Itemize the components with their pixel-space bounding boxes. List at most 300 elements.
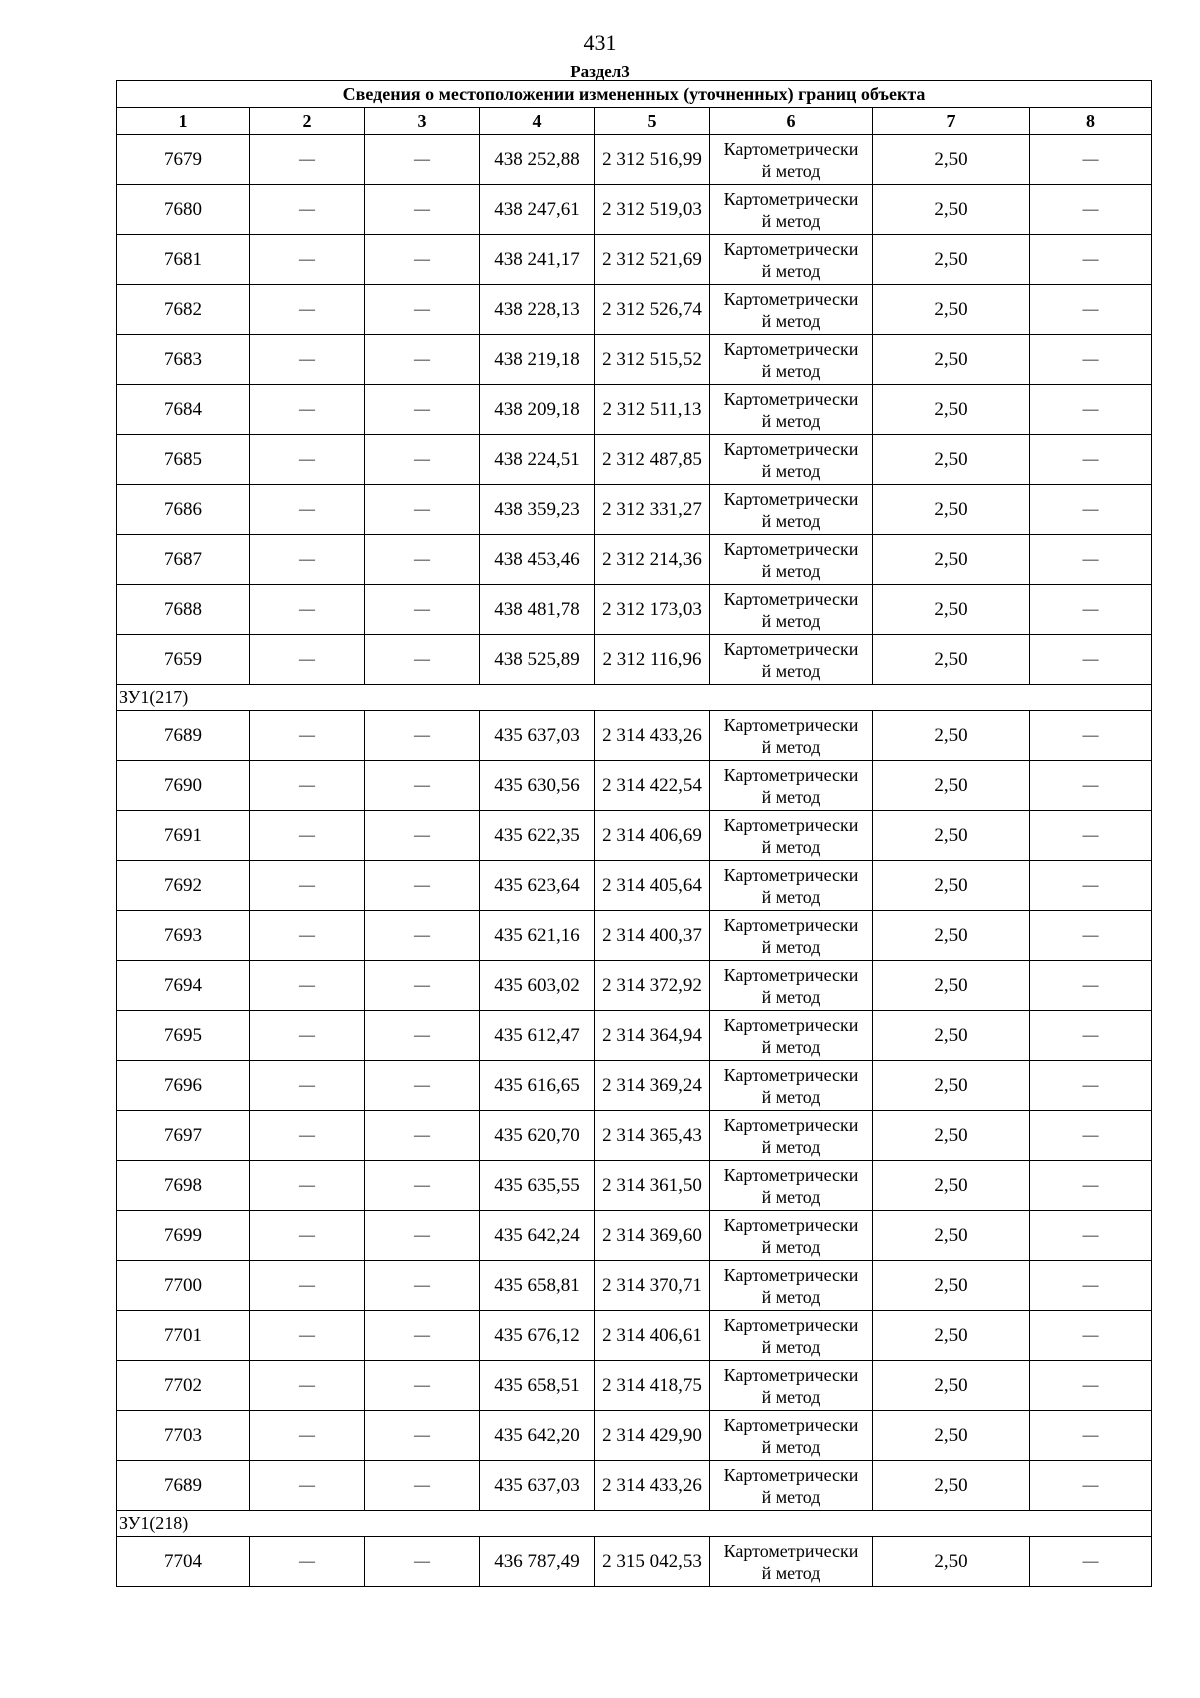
accuracy-cell: 2,50 — [873, 585, 1030, 635]
table-row — [117, 1011, 1152, 1061]
method-cell — [710, 1011, 873, 1061]
cell-col2: — — [250, 635, 365, 685]
coord-y: 2 312 487,85 — [595, 435, 710, 485]
method-cell — [710, 1361, 873, 1411]
coord-x: 435 658,81 — [480, 1261, 595, 1311]
method-line-1: Картометрически — [723, 914, 859, 935]
point-number: 7680 — [117, 185, 250, 235]
cell-col3: — — [365, 485, 480, 535]
method-cell — [710, 761, 873, 811]
coord-y: 2 312 526,74 — [595, 285, 710, 335]
cell-col8: — — [1030, 861, 1152, 911]
cell-col8: — — [1030, 761, 1152, 811]
accuracy-cell: 2,50 — [873, 1361, 1030, 1411]
accuracy-cell: 2,50 — [873, 485, 1030, 535]
point-number: 7701 — [117, 1311, 250, 1361]
boundary-table — [116, 80, 1152, 1587]
cell-col3: — — [365, 1011, 480, 1061]
coord-x: 438 219,18 — [480, 335, 595, 385]
method-line-2: й метод — [761, 260, 821, 281]
cell-col3: — — [365, 1311, 480, 1361]
method-cell — [710, 285, 873, 335]
cell-col2: — — [250, 711, 365, 761]
method-line-1: Картометрически — [723, 764, 859, 785]
cell-col8: — — [1030, 285, 1152, 335]
method-line-1: Картометрически — [723, 1014, 859, 1035]
method-line-1: Картометрически — [723, 714, 859, 735]
coord-y: 2 314 406,69 — [595, 811, 710, 861]
cell-col8: — — [1030, 1411, 1152, 1461]
accuracy-cell: 2,50 — [873, 1211, 1030, 1261]
coord-y: 2 314 369,24 — [595, 1061, 710, 1111]
cell-col2: — — [250, 1111, 365, 1161]
accuracy-cell: 2,50 — [873, 1461, 1030, 1511]
accuracy-cell: 2,50 — [873, 1061, 1030, 1111]
column-header: 1 — [117, 108, 250, 135]
method-line-2: й метод — [761, 1236, 821, 1257]
accuracy-cell: 2,50 — [873, 761, 1030, 811]
column-header: 5 — [595, 108, 710, 135]
point-number: 7684 — [117, 385, 250, 435]
accuracy-cell: 2,50 — [873, 1261, 1030, 1311]
method-cell — [710, 385, 873, 435]
method-line-2: й метод — [761, 1136, 821, 1157]
coord-x: 435 637,03 — [480, 711, 595, 761]
cell-col2: — — [250, 1161, 365, 1211]
cell-col3: — — [365, 185, 480, 235]
coord-x: 435 621,16 — [480, 911, 595, 961]
accuracy-cell: 2,50 — [873, 335, 1030, 385]
table-row — [117, 335, 1152, 385]
method-line-1: Картометрически — [723, 388, 859, 409]
coord-x: 435 603,02 — [480, 961, 595, 1011]
method-line-1: Картометрически — [723, 488, 859, 509]
cell-col8: — — [1030, 135, 1152, 185]
accuracy-cell: 2,50 — [873, 535, 1030, 585]
coord-x: 435 642,20 — [480, 1411, 595, 1461]
coord-y: 2 314 406,61 — [595, 1311, 710, 1361]
cell-col8: — — [1030, 435, 1152, 485]
method-line-2: й метод — [761, 1436, 821, 1457]
cell-col8: — — [1030, 1311, 1152, 1361]
table-row — [117, 1211, 1152, 1261]
point-number: 7693 — [117, 911, 250, 961]
cell-col3: — — [365, 1161, 480, 1211]
group-row — [117, 1511, 1152, 1537]
method-cell — [710, 335, 873, 385]
cell-col8: — — [1030, 535, 1152, 585]
cell-col3: — — [365, 861, 480, 911]
method-cell — [710, 1461, 873, 1511]
cell-col2: — — [250, 285, 365, 335]
method-cell — [710, 435, 873, 485]
coord-x: 435 612,47 — [480, 1011, 595, 1061]
coord-x: 435 630,56 — [480, 761, 595, 811]
point-number: 7691 — [117, 811, 250, 861]
method-line-2: й метод — [761, 936, 821, 957]
group-label: ЗУ1(217) — [117, 685, 1152, 711]
cell-col3: — — [365, 1411, 480, 1461]
point-number: 7704 — [117, 1537, 250, 1587]
accuracy-cell: 2,50 — [873, 961, 1030, 1011]
table-row — [117, 711, 1152, 761]
point-number: 7699 — [117, 1211, 250, 1261]
cell-col8: — — [1030, 911, 1152, 961]
method-line-2: й метод — [761, 986, 821, 1007]
coord-x: 435 616,65 — [480, 1061, 595, 1111]
cell-col2: — — [250, 385, 365, 435]
table-caption: Сведения о местоположении измененных (уточненных) границ объекта — [117, 81, 1152, 108]
cell-col3: — — [365, 761, 480, 811]
column-header: 6 — [710, 108, 873, 135]
coord-x: 438 224,51 — [480, 435, 595, 485]
coord-x: 435 623,64 — [480, 861, 595, 911]
group-row — [117, 685, 1152, 711]
coord-x: 438 228,13 — [480, 285, 595, 335]
cell-col8: — — [1030, 1111, 1152, 1161]
method-cell — [710, 1261, 873, 1311]
coord-x: 435 620,70 — [480, 1111, 595, 1161]
coord-y: 2 314 370,71 — [595, 1261, 710, 1311]
cell-col3: — — [365, 1211, 480, 1261]
cell-col3: — — [365, 385, 480, 435]
cell-col8: — — [1030, 811, 1152, 861]
method-cell — [710, 1111, 873, 1161]
table-row — [117, 1111, 1152, 1161]
cell-col2: — — [250, 1211, 365, 1261]
accuracy-cell: 2,50 — [873, 1411, 1030, 1461]
cell-col8: — — [1030, 961, 1152, 1011]
point-number: 7688 — [117, 585, 250, 635]
method-line-1: Картометрически — [723, 1264, 859, 1285]
cell-col2: — — [250, 761, 365, 811]
table-row — [117, 861, 1152, 911]
method-cell — [710, 1061, 873, 1111]
cell-col2: — — [250, 811, 365, 861]
method-cell — [710, 1537, 873, 1587]
method-line-2: й метод — [761, 1286, 821, 1307]
method-line-1: Картометрически — [723, 638, 859, 659]
table-row — [117, 185, 1152, 235]
method-line-2: й метод — [761, 410, 821, 431]
coord-x: 438 453,46 — [480, 535, 595, 585]
coord-y: 2 312 173,03 — [595, 585, 710, 635]
method-cell — [710, 235, 873, 285]
method-line-1: Картометрически — [723, 438, 859, 459]
cell-col3: — — [365, 285, 480, 335]
cell-col8: — — [1030, 1537, 1152, 1587]
point-number: 7685 — [117, 435, 250, 485]
table-row — [117, 135, 1152, 185]
cell-col3: — — [365, 135, 480, 185]
table-row — [117, 535, 1152, 585]
cell-col2: — — [250, 335, 365, 385]
cell-col2: — — [250, 435, 365, 485]
table-row — [117, 385, 1152, 435]
cell-col3: — — [365, 635, 480, 685]
cell-col2: — — [250, 861, 365, 911]
method-line-2: й метод — [761, 610, 821, 631]
method-cell — [710, 535, 873, 585]
table-row — [117, 1361, 1152, 1411]
method-line-2: й метод — [761, 360, 821, 381]
method-line-1: Картометрически — [723, 1214, 859, 1235]
coord-x: 438 252,88 — [480, 135, 595, 185]
point-number: 7697 — [117, 1111, 250, 1161]
cell-col2: — — [250, 135, 365, 185]
cell-col8: — — [1030, 711, 1152, 761]
coord-y: 2 312 515,52 — [595, 335, 710, 385]
table-caption-row — [117, 81, 1152, 108]
point-number: 7681 — [117, 235, 250, 285]
cell-col8: — — [1030, 1161, 1152, 1211]
cell-col2: — — [250, 1361, 365, 1411]
accuracy-cell: 2,50 — [873, 235, 1030, 285]
cell-col3: — — [365, 1461, 480, 1511]
cell-col2: — — [250, 1261, 365, 1311]
cell-col3: — — [365, 811, 480, 861]
method-line-1: Картометрически — [723, 1114, 859, 1135]
cell-col3: — — [365, 711, 480, 761]
method-line-1: Картометрически — [723, 814, 859, 835]
method-line-2: й метод — [761, 736, 821, 757]
method-line-1: Картометрически — [723, 1064, 859, 1085]
table-row — [117, 1061, 1152, 1111]
accuracy-cell: 2,50 — [873, 1161, 1030, 1211]
cell-col8: — — [1030, 485, 1152, 535]
point-number: 7694 — [117, 961, 250, 1011]
cell-col3: — — [365, 435, 480, 485]
method-line-1: Картометрически — [723, 864, 859, 885]
table-row — [117, 485, 1152, 535]
cell-col3: — — [365, 911, 480, 961]
point-number: 7703 — [117, 1411, 250, 1461]
cell-col3: — — [365, 535, 480, 585]
coord-y: 2 312 214,36 — [595, 535, 710, 585]
coord-y: 2 314 361,50 — [595, 1161, 710, 1211]
method-line-1: Картометрически — [723, 588, 859, 609]
cell-col2: — — [250, 535, 365, 585]
cell-col3: — — [365, 585, 480, 635]
cell-col2: — — [250, 485, 365, 535]
point-number: 7700 — [117, 1261, 250, 1311]
cell-col2: — — [250, 185, 365, 235]
accuracy-cell: 2,50 — [873, 861, 1030, 911]
table-row — [117, 1311, 1152, 1361]
accuracy-cell: 2,50 — [873, 1011, 1030, 1061]
method-cell — [710, 1311, 873, 1361]
table-row — [117, 1537, 1152, 1587]
method-line-1: Картометрически — [723, 138, 859, 159]
coord-x: 438 209,18 — [480, 385, 595, 435]
method-line-1: Картометрически — [723, 1540, 859, 1561]
accuracy-cell: 2,50 — [873, 135, 1030, 185]
method-cell — [710, 185, 873, 235]
cell-col8: — — [1030, 1361, 1152, 1411]
coord-y: 2 314 405,64 — [595, 861, 710, 911]
method-line-1: Картометрически — [723, 238, 859, 259]
cell-col3: — — [365, 1061, 480, 1111]
accuracy-cell: 2,50 — [873, 1311, 1030, 1361]
method-line-2: й метод — [761, 1036, 821, 1057]
point-number: 7687 — [117, 535, 250, 585]
accuracy-cell: 2,50 — [873, 811, 1030, 861]
method-cell — [710, 635, 873, 685]
method-cell — [710, 911, 873, 961]
cell-col8: — — [1030, 1261, 1152, 1311]
coord-y: 2 312 516,99 — [595, 135, 710, 185]
coord-x: 438 359,23 — [480, 485, 595, 535]
cell-col8: — — [1030, 585, 1152, 635]
cell-col8: — — [1030, 1061, 1152, 1111]
coord-y: 2 312 511,13 — [595, 385, 710, 435]
column-header-row — [117, 108, 1152, 135]
coord-x: 435 658,51 — [480, 1361, 595, 1411]
cell-col3: — — [365, 1261, 480, 1311]
method-line-1: Картометрически — [723, 964, 859, 985]
coord-y: 2 314 422,54 — [595, 761, 710, 811]
cell-col8: — — [1030, 235, 1152, 285]
coord-x: 435 622,35 — [480, 811, 595, 861]
coord-y: 2 314 418,75 — [595, 1361, 710, 1411]
cell-col3: — — [365, 1537, 480, 1587]
method-cell — [710, 1411, 873, 1461]
method-line-2: й метод — [761, 460, 821, 481]
coord-y: 2 314 372,92 — [595, 961, 710, 1011]
column-header: 4 — [480, 108, 595, 135]
section-title: Раздел3 — [570, 62, 630, 81]
method-line-2: й метод — [761, 1186, 821, 1207]
method-line-2: й метод — [761, 886, 821, 907]
coord-y: 2 312 519,03 — [595, 185, 710, 235]
point-number: 7690 — [117, 761, 250, 811]
table-row — [117, 1161, 1152, 1211]
method-line-1: Картометрически — [723, 288, 859, 309]
coord-y: 2 314 433,26 — [595, 711, 710, 761]
point-number: 7695 — [117, 1011, 250, 1061]
coord-x: 438 241,17 — [480, 235, 595, 285]
point-number: 7696 — [117, 1061, 250, 1111]
cell-col2: — — [250, 1011, 365, 1061]
accuracy-cell: 2,50 — [873, 1111, 1030, 1161]
method-cell — [710, 135, 873, 185]
accuracy-cell: 2,50 — [873, 911, 1030, 961]
cell-col8: — — [1030, 1461, 1152, 1511]
accuracy-cell: 2,50 — [873, 635, 1030, 685]
accuracy-cell: 2,50 — [873, 435, 1030, 485]
method-line-2: й метод — [761, 210, 821, 231]
coord-y: 2 314 364,94 — [595, 1011, 710, 1061]
cell-col2: — — [250, 961, 365, 1011]
cell-col2: — — [250, 1461, 365, 1511]
cell-col2: — — [250, 235, 365, 285]
cell-col3: — — [365, 961, 480, 1011]
table-row — [117, 585, 1152, 635]
coord-y: 2 314 433,26 — [595, 1461, 710, 1511]
method-line-2: й метод — [761, 1386, 821, 1407]
accuracy-cell: 2,50 — [873, 385, 1030, 435]
coord-y: 2 314 400,37 — [595, 911, 710, 961]
table-body — [117, 135, 1152, 1587]
method-cell — [710, 1161, 873, 1211]
coord-x: 435 637,03 — [480, 1461, 595, 1511]
table-row — [117, 911, 1152, 961]
method-line-2: й метод — [761, 660, 821, 681]
accuracy-cell: 2,50 — [873, 285, 1030, 335]
coord-x: 438 247,61 — [480, 185, 595, 235]
table-row — [117, 811, 1152, 861]
method-line-2: й метод — [761, 1336, 821, 1357]
method-cell — [710, 861, 873, 911]
point-number: 7698 — [117, 1161, 250, 1211]
method-line-2: й метод — [761, 786, 821, 807]
coord-x: 435 676,12 — [480, 1311, 595, 1361]
cell-col8: — — [1030, 335, 1152, 385]
table-row — [117, 761, 1152, 811]
cell-col8: — — [1030, 1211, 1152, 1261]
coord-x: 435 642,24 — [480, 1211, 595, 1261]
method-cell — [710, 485, 873, 535]
method-cell — [710, 1211, 873, 1261]
coord-x: 438 525,89 — [480, 635, 595, 685]
column-header: 3 — [365, 108, 480, 135]
method-cell — [710, 585, 873, 635]
coord-y: 2 314 365,43 — [595, 1111, 710, 1161]
coord-y: 2 315 042,53 — [595, 1537, 710, 1587]
cell-col8: — — [1030, 185, 1152, 235]
point-number: 7689 — [117, 1461, 250, 1511]
coord-x: 435 635,55 — [480, 1161, 595, 1211]
table-row — [117, 435, 1152, 485]
cell-col8: — — [1030, 1011, 1152, 1061]
method-cell — [710, 711, 873, 761]
cell-col2: — — [250, 585, 365, 635]
cell-col2: — — [250, 1537, 365, 1587]
coord-x: 436 787,49 — [480, 1537, 595, 1587]
method-cell — [710, 961, 873, 1011]
point-number: 7683 — [117, 335, 250, 385]
cell-col2: — — [250, 1411, 365, 1461]
table-row — [117, 1411, 1152, 1461]
coord-y: 2 314 369,60 — [595, 1211, 710, 1261]
point-number: 7679 — [117, 135, 250, 185]
cell-col8: — — [1030, 635, 1152, 685]
method-line-1: Картометрически — [723, 338, 859, 359]
cell-col2: — — [250, 911, 365, 961]
method-cell — [710, 811, 873, 861]
method-line-2: й метод — [761, 560, 821, 581]
table-row — [117, 235, 1152, 285]
coord-y: 2 312 116,96 — [595, 635, 710, 685]
table-row — [117, 1461, 1152, 1511]
point-number: 7692 — [117, 861, 250, 911]
column-header: 8 — [1030, 108, 1152, 135]
group-label: ЗУ1(218) — [117, 1511, 1152, 1537]
cell-col2: — — [250, 1061, 365, 1111]
cell-col3: — — [365, 235, 480, 285]
method-line-2: й метод — [761, 1086, 821, 1107]
cell-col8: — — [1030, 385, 1152, 435]
column-header: 7 — [873, 108, 1030, 135]
point-number: 7659 — [117, 635, 250, 685]
point-number: 7686 — [117, 485, 250, 535]
method-line-1: Картометрически — [723, 1464, 859, 1485]
method-line-2: й метод — [761, 1486, 821, 1507]
cell-col3: — — [365, 335, 480, 385]
method-line-2: й метод — [761, 836, 821, 857]
accuracy-cell: 2,50 — [873, 711, 1030, 761]
method-line-1: Картометрически — [723, 1314, 859, 1335]
